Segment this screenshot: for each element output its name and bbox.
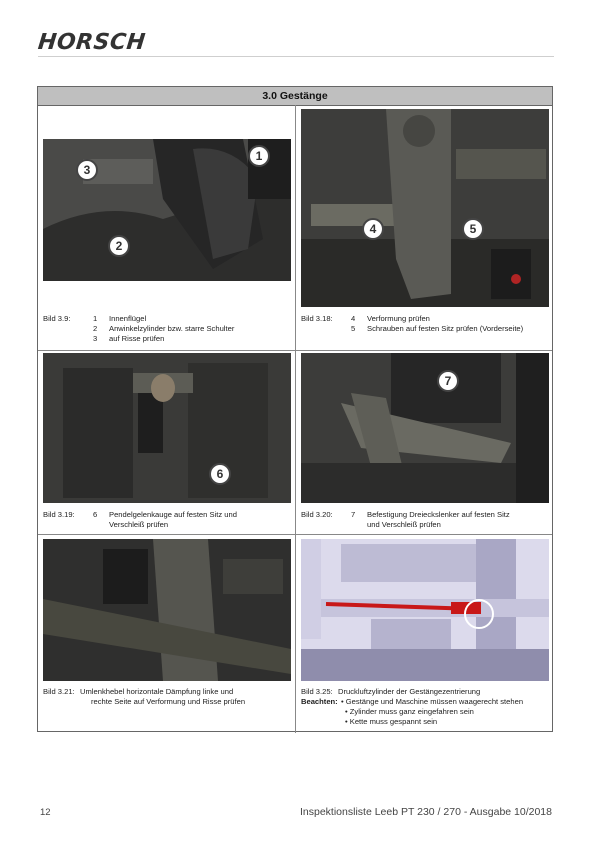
- photo-triangle-link: [301, 353, 549, 503]
- item-number: 1: [93, 314, 98, 323]
- caption-label: Bild 3.20:: [301, 510, 333, 519]
- note-label: Beachten:: [301, 697, 338, 706]
- cad-compressed-air-cylinder: [301, 539, 549, 681]
- caption-line: Umlenkhebel horizontale Dämpfung linke und: [80, 687, 234, 696]
- item-number: 2: [93, 324, 98, 333]
- photo-deflection-lever: [43, 539, 291, 681]
- caption-label: Bild 3.25:: [301, 687, 333, 696]
- row-divider: [38, 350, 552, 351]
- item-number: 4: [351, 314, 356, 323]
- caption-line: Druckluftzylinder der Gestängezentrierung: [338, 687, 481, 696]
- marker-6: 6: [209, 463, 231, 485]
- item-text: Anwinkelzylinder bzw. starre Schulter: [109, 324, 235, 333]
- caption-label: Bild 3.9:: [43, 314, 71, 323]
- item-text: Schrauben auf festen Sitz prüfen (Vorderseite): [367, 324, 524, 333]
- caption-3-20: [301, 510, 549, 532]
- caption-label: Bild 3.21:: [43, 687, 75, 696]
- page-number: 12: [40, 807, 51, 818]
- item-text: Befestigung Dreieckslenker auf festen Sitz: [367, 510, 510, 519]
- item-text: Verschleiß prüfen: [109, 520, 169, 529]
- caption-label: Bild 3.18:: [301, 314, 333, 323]
- inspection-table: [37, 86, 553, 732]
- marker-1: 1: [248, 145, 270, 167]
- column-divider: [295, 105, 296, 733]
- item-text: Innenflügel: [109, 314, 147, 323]
- marker-5: 5: [462, 218, 484, 240]
- row-divider: [38, 534, 552, 535]
- caption-3-19: [43, 510, 291, 532]
- caption-3-21: [43, 687, 291, 709]
- note-item: • Gestänge und Maschine müssen waagerecht stehen: [341, 697, 524, 706]
- marker-4: 4: [362, 218, 384, 240]
- marker-2: 2: [108, 235, 130, 257]
- section-title: 3.0 Gestänge: [38, 87, 552, 106]
- photo-pendulum-joint: [43, 353, 291, 503]
- caption-label: Bild 3.19:: [43, 510, 75, 519]
- note-item: • Kette muss gespannt sein: [345, 717, 438, 726]
- item-number: 3: [93, 334, 98, 343]
- header-rule: [38, 56, 554, 57]
- item-text: auf Risse prüfen: [109, 334, 165, 343]
- document-title: Inspektionsliste Leeb PT 230 / 270 - Ausgabe 10/2018: [300, 806, 552, 818]
- item-number: 7: [351, 510, 356, 519]
- item-text: und Verschleiß prüfen: [367, 520, 441, 529]
- photo-deformation: [301, 109, 549, 307]
- horsch-logo: HORSCH: [36, 30, 147, 55]
- caption-3-18: [301, 314, 549, 346]
- marker-3: 3: [76, 159, 98, 181]
- item-text: Verformung prüfen: [367, 314, 430, 323]
- caption-line: rechte Seite auf Verformung und Risse prüfen: [91, 697, 246, 706]
- marker-7: 7: [437, 370, 459, 392]
- caption-3-9: [43, 314, 291, 346]
- item-number: 5: [351, 324, 356, 333]
- note-item: • Zylinder muss ganz eingefahren sein: [345, 707, 474, 716]
- caption-3-25: [301, 687, 553, 731]
- item-text: Pendelgelenkauge auf festen Sitz und: [109, 510, 237, 519]
- item-number: 6: [93, 510, 98, 519]
